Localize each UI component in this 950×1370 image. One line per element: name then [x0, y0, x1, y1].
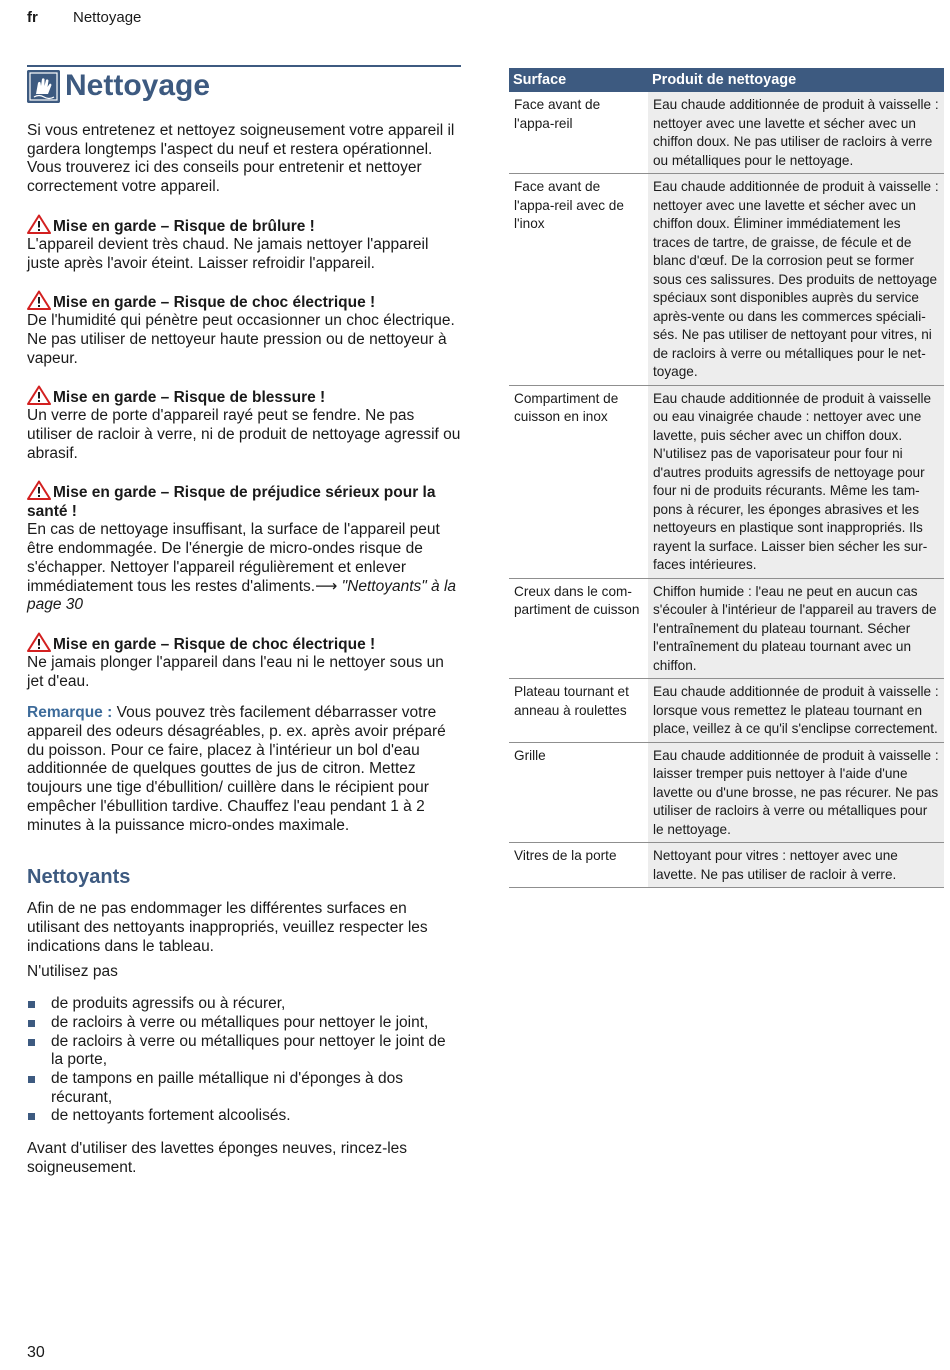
product-cell: Eau chaude additionnée de produit à vaisselle : nettoyer avec une lavette et sécher avec un chiffon doux. Ne pas utiliser de racloirs à verre ou métalliques pour le nettoyage. [648, 92, 944, 174]
surface-cell: Face avant de l'appa-reil avec de l'inox [509, 174, 648, 386]
cleaners-heading: Nettoyants [27, 866, 131, 889]
warning-title [27, 290, 461, 312]
list-item [27, 1033, 461, 1070]
product-cell: Eau chaude additionnée de produit à vaisselle ou eau vinaigrée chaude : nettoyer avec une lavette, puis sécher avec un chiffon doux. N'utilisez pas de vaporisateur pour four ni d'autres produits agressifs de nettoyage pour four ni de produits récurants. Même les tam-pons à récurer, les éponges abrasives et les nettoyeurs en plastique sont inappropriés. Ils rayent la surface. Laisser bien sécher les sur-faces intérieures. [648, 385, 944, 578]
warning-title-text: Mise en garde – Risque de préjudice sérieux pour la santé ! [27, 484, 436, 521]
warning-triangle-icon [27, 290, 51, 310]
surface-cell: Face avant de l'appa-reil [509, 92, 648, 174]
list-item [27, 995, 461, 1014]
warning-text: Ne jamais plonger l'appareil dans l'eau ni le nettoyer sous un jet d'eau. [27, 653, 444, 690]
product-cell: Chiffon humide : l'eau ne peut en aucun cas s'écouler à l'intérieur de l'appareil au travers de l'entraînement du plateau tournant. Sécher l'entraînement du plateau tournant avec un chiffon. [648, 578, 944, 679]
table-row [509, 174, 944, 386]
cleaners-intro: Afin de ne pas endommager les différentes surfaces en utilisant des nettoyants inappropriés, veuillez respecter les indications dans le tableau. [27, 900, 428, 955]
table-header-row [509, 68, 944, 92]
warning-block [27, 480, 461, 615]
product-cell: Eau chaude additionnée de produit à vaisselle : nettoyer avec une lavette et sécher avec un chiffon doux. Éliminer immédiatement les traces de tartre, de graisse, de fécule et de blanc d'œuf. De la corrosion peut se former sous ces salissures. Des produits de nettoyage spéciaux sont disponibles auprès du service après-vente ou dans les commerces spéciali-sés. Ne pas utiliser de nettoyant pour vitres, ni de racloirs à verre ou métalliques pour le net-toyage. [648, 174, 944, 386]
warning-title-text: Mise en garde – Risque de choc électrique ! [53, 294, 376, 312]
running-header-title: Nettoyage [73, 9, 142, 26]
table-row [509, 578, 944, 679]
warning-title [27, 480, 461, 521]
bullet-square-icon [28, 1001, 35, 1008]
list-item [27, 1070, 461, 1107]
warning-triangle-icon [27, 385, 51, 405]
product-cell: Nettoyant pour vitres : nettoyer avec une lavette. Ne pas utiliser de racloir à verre. [648, 843, 944, 888]
table-row [509, 679, 944, 743]
list-item [27, 1107, 461, 1126]
warning-title [27, 632, 461, 654]
table-row [509, 385, 944, 578]
cleaning-table [509, 68, 944, 888]
table-row [509, 843, 944, 888]
list-item-text: de racloirs à verre ou métalliques pour nettoyer le joint de la porte, [51, 1032, 446, 1069]
warning-text-body: En cas de nettoyage insuffisant, la surface de l'appareil peut être endommagée. De l'énergie de micro-ondes risque de s'échapper. Nettoyer l'appareil régulièrement et enlever immédiatement tous les restes d'aliments. [27, 521, 440, 595]
warning-text: L'appareil devient très chaud. Ne jamais nettoyer l'appareil juste après l'avoir éteint. Laisser refroidir l'appareil. [27, 235, 429, 272]
warning-text: Un verre de porte d'appareil rayé peut se fendre. Ne pas utiliser de racloir à verre, ni de produit de nettoyage agressif ou abrasif. [27, 407, 461, 462]
warning-triangle-icon [27, 632, 51, 652]
bullet-square-icon [28, 1020, 35, 1027]
warning-triangle-icon [27, 214, 51, 234]
warning-text [27, 521, 461, 615]
bullet-square-icon [28, 1039, 35, 1046]
remark-paragraph [27, 704, 461, 835]
warning-block [27, 632, 461, 691]
surface-cell: Compartiment de cuisson en inox [509, 385, 648, 578]
warning-title-text: Mise en garde – Risque de choc électrique ! [53, 635, 376, 653]
page-number: 30 [27, 1344, 45, 1361]
warning-title [27, 385, 461, 407]
intro-paragraph: Si vous entretenez et nettoyez soigneusement votre appareil il gardera longtemps l'aspect du neuf et restera opérationnel. Vous trouverez ici des conseils pour entretenir et nettoyer correctement votre appareil. [27, 122, 455, 196]
table-row [509, 742, 944, 843]
section-heading [27, 65, 461, 102]
warning-triangle-icon [27, 480, 51, 500]
cleaners-outro: Avant d'utiliser des lavettes éponges neuves, rincez-les soigneusement. [27, 1140, 408, 1176]
list-item-text: de nettoyants fortement alcoolisés. [51, 1107, 291, 1125]
bullet-square-icon [28, 1076, 35, 1083]
warning-title [27, 214, 461, 236]
warning-title-text: Mise en garde – Risque de blessure ! [53, 389, 326, 407]
cleaning-hand-icon [27, 70, 60, 103]
cleaners-list [27, 995, 461, 1126]
page-title: Nettoyage [65, 69, 211, 102]
product-cell: Eau chaude additionnée de produit à vaisselle : lorsque vous remettez le plateau tournant en place, veillez à ce qu'il s'enclipse correctement. [648, 679, 944, 743]
language-code: fr [27, 9, 38, 26]
bullet-square-icon [28, 1113, 35, 1120]
remark-label: Remarque : [27, 704, 113, 722]
list-item-text: de produits agressifs ou à récurer, [51, 995, 286, 1013]
warning-block [27, 385, 461, 463]
surface-cell: Creux dans le com-partiment de cuisson [509, 578, 648, 679]
column-header-surface: Surface [509, 68, 648, 92]
surface-cell: Grille [509, 742, 648, 843]
cleaners-list-lead: N'utilisez pas [27, 963, 118, 981]
list-item [27, 1014, 461, 1033]
warning-text: De l'humidité qui pénètre peut occasionner un choc électrique. Ne pas utiliser de nettoyeur haute pression ou de nettoyeur à vapeur. [27, 312, 455, 367]
column-header-product: Produit de nettoyage [648, 68, 944, 92]
product-cell: Eau chaude additionnée de produit à vaisselle : laisser tremper puis nettoyer à l'aide d'une lavette ou d'une brosse, ne pas récurer. Ne pas utiliser de racloirs à verre ou métalliques pour le nettoyage. [648, 742, 944, 843]
remark-text: Vous pouvez très facilement débarrasser votre appareil des odeurs désagréables, p. ex. après avoir préparé du poisson. Pour ce faire, placez à l'intérieur un bol d'eau additionnée de quelques gouttes de jus de citron. Mettez toujours une tige d'ébullition/ cuillère dans le récipient pour empêcher l'ébullition tardive. Chauffez l'eau pendant 1 à 2 minutes à la puissance micro-ondes maximale. [27, 704, 446, 834]
xref-arrow-icon: ⟶ [315, 577, 338, 595]
list-item-text: de tampons en paille métallique ni d'éponges à dos récurant, [51, 1069, 403, 1106]
surface-cell: Plateau tournant et anneau à roulettes [509, 679, 648, 743]
warning-block [27, 290, 461, 368]
list-item-text: de racloirs à verre ou métalliques pour nettoyer le joint, [51, 1013, 429, 1031]
cross-reference-link[interactable]: "Nettoyants" à la page 30 [27, 577, 457, 614]
left-column [27, 65, 461, 1177]
warning-block [27, 214, 461, 273]
surface-cell: Vitres de la porte [509, 843, 648, 888]
warning-title-text: Mise en garde – Risque de brûlure ! [53, 217, 315, 235]
table-row [509, 92, 944, 174]
